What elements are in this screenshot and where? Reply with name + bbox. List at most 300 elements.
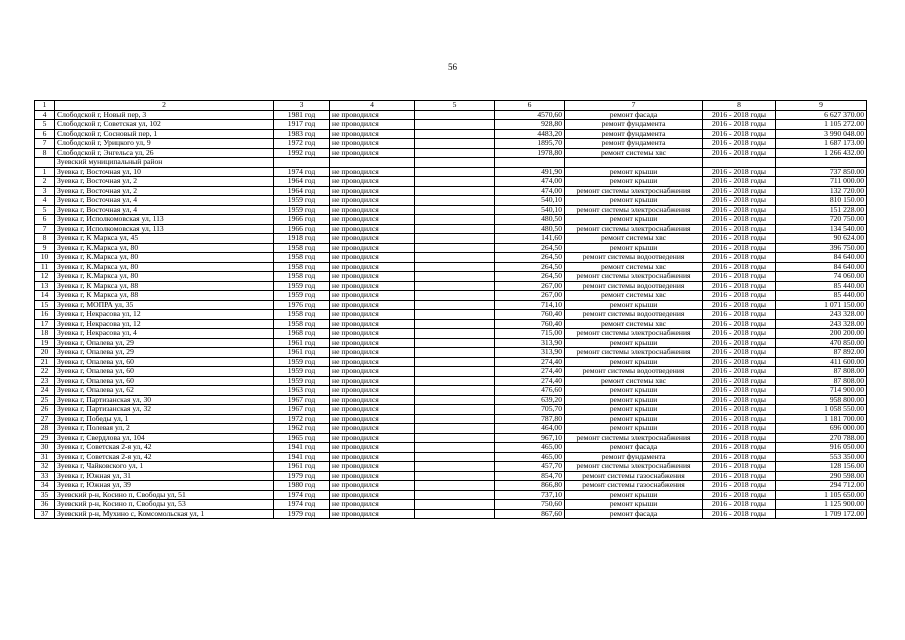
row-period: 2016 - 2018 годы [703,329,776,339]
row-col5 [415,376,495,386]
table-row [35,500,867,510]
row-work-type: ремонт крыши [565,243,703,253]
row-work-type: ремонт системы электроснабжения [565,205,703,215]
row-address: Зуевка г, К Маркса ул, 45 [55,234,274,244]
row-period: 2016 - 2018 годы [703,395,776,405]
row-cost: 1 071 150.00 [776,300,867,310]
row-cost: 470 850.00 [776,338,867,348]
row-cost: 84 640.00 [776,253,867,263]
row-year: 1972 год [274,414,330,424]
row-cost: 958 800.00 [776,395,867,405]
row-period: 2016 - 2018 годы [703,424,776,434]
row-work-type: ремонт системы электроснабжения [565,329,703,339]
row-address: Зуевский р-н, Косино п, Свободы ул, 53 [55,500,274,510]
table-row [35,110,867,120]
row-last-repair: не проводился [330,462,415,472]
row-area: 4570,60 [495,110,565,120]
row-cost: 74 060.00 [776,272,867,282]
row-address: Зуевка г, Южная ул, 31 [55,471,274,481]
row-last-repair: не проводился [330,452,415,462]
row-last-repair: не проводился [330,205,415,215]
row-last-repair: не проводился [330,224,415,234]
row-period: 2016 - 2018 годы [703,500,776,510]
row-work-type: ремонт системы хвс [565,234,703,244]
row-col5 [415,186,495,196]
row-period: 2016 - 2018 годы [703,509,776,519]
row-number: 7 [35,224,55,234]
row-address: Зуевка г, Исполкомовская ул, 113 [55,215,274,225]
row-year: 1961 год [274,348,330,358]
table-row [35,224,867,234]
col-header: 7 [565,101,703,111]
row-col5 [415,262,495,272]
row-address: Зуевка г, Чайковского ул, 1 [55,462,274,472]
row-year: 1967 год [274,395,330,405]
row-area: 1895,70 [495,139,565,149]
table-row [35,452,867,462]
row-period: 2016 - 2018 годы [703,167,776,177]
row-work-type: ремонт фундамента [565,120,703,130]
row-col5 [415,110,495,120]
col-header: 2 [55,101,274,111]
row-last-repair: не проводился [330,395,415,405]
row-number: 7 [35,139,55,149]
row-work-type: ремонт системы электроснабжения [565,433,703,443]
table-row [35,215,867,225]
row-number: 4 [35,110,55,120]
row-area: 1978,80 [495,148,565,158]
row-col5 [415,234,495,244]
row-work-type: ремонт фундамента [565,129,703,139]
row-work-type: ремонт системы электроснабжения [565,272,703,282]
page-number: 56 [448,62,457,72]
row-period: 2016 - 2018 годы [703,129,776,139]
row-area: 715,00 [495,329,565,339]
row-cost: 85 440.00 [776,281,867,291]
row-area: 457,70 [495,462,565,472]
row-area: 540,10 [495,196,565,206]
table-row [35,139,867,149]
row-number: 13 [35,281,55,291]
row-area: 705,70 [495,405,565,415]
row-period: 2016 - 2018 годы [703,300,776,310]
row-last-repair: не проводился [330,177,415,187]
row-col5 [415,310,495,320]
row-address: Зуевка г, Полевая ул, 2 [55,424,274,434]
row-work-type [565,158,703,168]
row-area: 491,90 [495,167,565,177]
row-area: 465,00 [495,452,565,462]
row-last-repair: не проводился [330,129,415,139]
row-work-type: ремонт крыши [565,414,703,424]
row-col5 [415,196,495,206]
row-area: 4483,20 [495,129,565,139]
row-year: 1964 год [274,177,330,187]
table-row [35,414,867,424]
row-last-repair: не проводился [330,500,415,510]
row-year: 1959 год [274,291,330,301]
row-last-repair: не проводился [330,509,415,519]
row-area [495,158,565,168]
row-address: Зуевка г, К Маркса ул, 88 [55,291,274,301]
table-row [35,281,867,291]
row-number: 28 [35,424,55,434]
row-number: 9 [35,243,55,253]
row-col5 [415,319,495,329]
row-address: Зуевка г, Опалева ул, 29 [55,348,274,358]
row-year: 1958 год [274,310,330,320]
row-cost: 294 712.00 [776,481,867,491]
row-area: 967,10 [495,433,565,443]
row-cost: 270 788.00 [776,433,867,443]
row-address: Зуевский р-н, Косино п, Свободы ул, 51 [55,490,274,500]
row-year: 1967 год [274,405,330,415]
row-area: 474,00 [495,177,565,187]
table-row [35,243,867,253]
row-period: 2016 - 2018 годы [703,110,776,120]
row-area: 264,50 [495,262,565,272]
row-cost: 85 440.00 [776,291,867,301]
table-row [35,329,867,339]
row-period: 2016 - 2018 годы [703,120,776,130]
row-number [35,158,55,168]
row-col5 [415,424,495,434]
row-area: 274,40 [495,367,565,377]
row-period: 2016 - 2018 годы [703,386,776,396]
row-period: 2016 - 2018 годы [703,224,776,234]
row-last-repair: не проводился [330,120,415,130]
row-cost: 243 328.00 [776,310,867,320]
row-last-repair: не проводился [330,357,415,367]
table-row [35,386,867,396]
row-period: 2016 - 2018 годы [703,348,776,358]
row-work-type: ремонт крыши [565,386,703,396]
row-address: Зуевка г, Некрасова ул, 4 [55,329,274,339]
row-number: 17 [35,319,55,329]
row-area: 274,40 [495,376,565,386]
row-area: 141,60 [495,234,565,244]
row-address: Слободской г, Советская ул, 102 [55,120,274,130]
row-col5 [415,509,495,519]
row-year: 1959 год [274,205,330,215]
table-row [35,253,867,263]
table-row [35,348,867,358]
row-cost: 696 000.00 [776,424,867,434]
row-address: Зуевка г, Восточная ул, 4 [55,196,274,206]
row-cost: 290 598.00 [776,471,867,481]
row-last-repair: не проводился [330,110,415,120]
row-last-repair: не проводился [330,243,415,253]
row-year: 1968 год [274,329,330,339]
row-period: 2016 - 2018 годы [703,462,776,472]
row-cost: 87 808.00 [776,367,867,377]
row-area: 867,60 [495,509,565,519]
row-address: Зуевка г, Партизанская ул, 32 [55,405,274,415]
row-year: 1972 год [274,139,330,149]
row-work-type: ремонт крыши [565,196,703,206]
row-number: 21 [35,357,55,367]
col-header: 4 [330,101,415,111]
table-row [35,177,867,187]
row-number: 14 [35,291,55,301]
row-address: Зуевка г, Некрасова ул, 12 [55,310,274,320]
table-row [35,471,867,481]
row-cost: 553 350.00 [776,452,867,462]
row-period: 2016 - 2018 годы [703,452,776,462]
row-area: 714,10 [495,300,565,310]
row-period: 2016 - 2018 годы [703,139,776,149]
row-work-type: ремонт системы хвс [565,376,703,386]
row-last-repair: не проводился [330,186,415,196]
table-row [35,196,867,206]
row-number: 1 [35,167,55,177]
row-cost: 1 687 173.00 [776,139,867,149]
row-cost: 128 156.00 [776,462,867,472]
row-area: 264,50 [495,272,565,282]
row-number: 6 [35,215,55,225]
row-address: Зуевка г, Советская 2-я ул, 42 [55,452,274,462]
row-work-type: ремонт крыши [565,338,703,348]
row-cost: 243 328.00 [776,319,867,329]
row-address: Зуевка г, Опалева ул, 60 [55,357,274,367]
row-year: 1983 год [274,129,330,139]
table-row [35,395,867,405]
row-year: 1959 год [274,357,330,367]
row-period: 2016 - 2018 годы [703,357,776,367]
table-row [35,433,867,443]
row-number: 8 [35,148,55,158]
row-number: 19 [35,338,55,348]
row-last-repair: не проводился [330,281,415,291]
row-period: 2016 - 2018 годы [703,148,776,158]
row-col5 [415,329,495,339]
row-year: 1974 год [274,500,330,510]
row-col5 [415,452,495,462]
row-address: Слободской г, Урицкого ул, 9 [55,139,274,149]
row-col5 [415,462,495,472]
row-cost: 90 624.00 [776,234,867,244]
row-work-type: ремонт системы электроснабжения [565,186,703,196]
row-area: 866,80 [495,481,565,491]
row-year: 1980 год [274,481,330,491]
table-row [35,310,867,320]
row-work-type: ремонт крыши [565,215,703,225]
row-last-repair: не проводился [330,367,415,377]
row-number: 4 [35,196,55,206]
row-work-type: ремонт фундамента [565,452,703,462]
row-work-type: ремонт крыши [565,405,703,415]
row-last-repair: не проводился [330,376,415,386]
row-period: 2016 - 2018 годы [703,253,776,263]
row-period: 2016 - 2018 годы [703,443,776,453]
row-period [703,158,776,168]
row-year: 1981 год [274,110,330,120]
row-period: 2016 - 2018 годы [703,262,776,272]
row-work-type: ремонт крыши [565,177,703,187]
row-work-type: ремонт крыши [565,490,703,500]
row-number: 20 [35,348,55,358]
row-year: 1959 год [274,281,330,291]
row-last-repair: не проводился [330,386,415,396]
row-col5 [415,272,495,282]
row-cost: 1 125 900.00 [776,500,867,510]
row-work-type: ремонт фасада [565,443,703,453]
row-number: 24 [35,386,55,396]
row-cost: 6 627 370.00 [776,110,867,120]
row-cost: 737 850.00 [776,167,867,177]
row-year: 1974 год [274,167,330,177]
row-number: 23 [35,376,55,386]
row-last-repair: не проводился [330,139,415,149]
row-last-repair: не проводился [330,338,415,348]
row-col5 [415,158,495,168]
row-last-repair: не проводился [330,253,415,263]
table-row [35,120,867,130]
row-period: 2016 - 2018 годы [703,376,776,386]
row-work-type: ремонт системы хвс [565,291,703,301]
row-year: 1958 год [274,319,330,329]
table-row [35,272,867,282]
row-cost: 134 540.00 [776,224,867,234]
row-work-type: ремонт системы водоотведения [565,281,703,291]
table-row [35,405,867,415]
row-cost: 151 228.00 [776,205,867,215]
row-address: Слободской г, Энгельса ул, 26 [55,148,274,158]
row-last-repair: не проводился [330,348,415,358]
row-last-repair: не проводился [330,234,415,244]
table-row [35,376,867,386]
row-address: Зуевка г, Исполкомовская ул, 113 [55,224,274,234]
row-year: 1963 год [274,386,330,396]
table-row [35,234,867,244]
row-address: Зуевка г, Южная ул, 39 [55,481,274,491]
row-last-repair: не проводился [330,300,415,310]
row-number: 2 [35,177,55,187]
row-last-repair: не проводился [330,481,415,491]
row-cost: 810 150.00 [776,196,867,206]
row-area: 787,80 [495,414,565,424]
row-address: Слободской г, Сосновый пер, 1 [55,129,274,139]
row-address: Зуевка г, К Маркса ул, 88 [55,281,274,291]
row-area: 476,60 [495,386,565,396]
row-period: 2016 - 2018 годы [703,405,776,415]
row-last-repair: не проводился [330,215,415,225]
row-year: 1958 год [274,272,330,282]
row-cost [776,158,867,168]
row-last-repair [330,158,415,168]
repair-table [34,100,867,519]
row-period: 2016 - 2018 годы [703,471,776,481]
row-address: Зуевский муниципальный район [55,158,274,168]
row-address: Зуевка г, К.Маркса ул, 80 [55,272,274,282]
row-year: 1959 год [274,367,330,377]
row-col5 [415,414,495,424]
row-col5 [415,300,495,310]
row-year: 1958 год [274,243,330,253]
row-work-type: ремонт системы водоотведения [565,310,703,320]
row-number: 25 [35,395,55,405]
table-row [35,148,867,158]
row-col5 [415,348,495,358]
row-year: 1959 год [274,376,330,386]
row-year: 1976 год [274,300,330,310]
row-cost: 132 720.00 [776,186,867,196]
col-header: 5 [415,101,495,111]
row-work-type: ремонт системы электроснабжения [565,348,703,358]
row-cost: 711 000.00 [776,177,867,187]
row-area: 480,50 [495,224,565,234]
row-period: 2016 - 2018 годы [703,215,776,225]
row-col5 [415,386,495,396]
row-number: 22 [35,367,55,377]
row-cost: 916 050.00 [776,443,867,453]
row-cost: 1 105 272.00 [776,120,867,130]
row-year: 1941 год [274,452,330,462]
row-col5 [415,433,495,443]
row-col5 [415,443,495,453]
row-year: 1958 год [274,262,330,272]
row-cost: 411 600.00 [776,357,867,367]
row-area: 274,40 [495,357,565,367]
row-last-repair: не проводился [330,471,415,481]
row-number: 34 [35,481,55,491]
row-work-type: ремонт системы электроснабжения [565,462,703,472]
row-period: 2016 - 2018 годы [703,433,776,443]
row-area: 480,50 [495,215,565,225]
row-address: Зуевка г, Советская 2-я ул, 42 [55,443,274,453]
row-col5 [415,281,495,291]
col-header: 9 [776,101,867,111]
row-address: Зуевка г, МОПРА ул, 35 [55,300,274,310]
row-last-repair: не проводился [330,291,415,301]
row-work-type: ремонт системы водоотведения [565,253,703,263]
row-col5 [415,357,495,367]
table-row [35,481,867,491]
row-area: 760,40 [495,310,565,320]
row-area: 737,10 [495,490,565,500]
row-year: 1966 год [274,224,330,234]
row-period: 2016 - 2018 годы [703,186,776,196]
row-year: 1966 год [274,215,330,225]
row-number: 27 [35,414,55,424]
row-col5 [415,481,495,491]
row-period: 2016 - 2018 годы [703,414,776,424]
row-cost: 396 750.00 [776,243,867,253]
row-col5 [415,367,495,377]
col-header: 1 [35,101,55,111]
row-number: 33 [35,471,55,481]
table-row [35,357,867,367]
row-year: 1918 год [274,234,330,244]
row-address: Зуевка г, К.Маркса ул, 80 [55,253,274,263]
row-col5 [415,224,495,234]
row-work-type: ремонт крыши [565,395,703,405]
row-year: 1958 год [274,253,330,263]
row-period: 2016 - 2018 годы [703,367,776,377]
row-number: 36 [35,500,55,510]
row-period: 2016 - 2018 годы [703,234,776,244]
row-period: 2016 - 2018 годы [703,205,776,215]
table-row [35,462,867,472]
row-number: 11 [35,262,55,272]
row-address: Зуевка г, К.Маркса ул, 80 [55,262,274,272]
row-number: 26 [35,405,55,415]
row-col5 [415,215,495,225]
row-year: 1965 год [274,433,330,443]
row-col5 [415,148,495,158]
row-col5 [415,291,495,301]
row-last-repair: не проводился [330,310,415,320]
